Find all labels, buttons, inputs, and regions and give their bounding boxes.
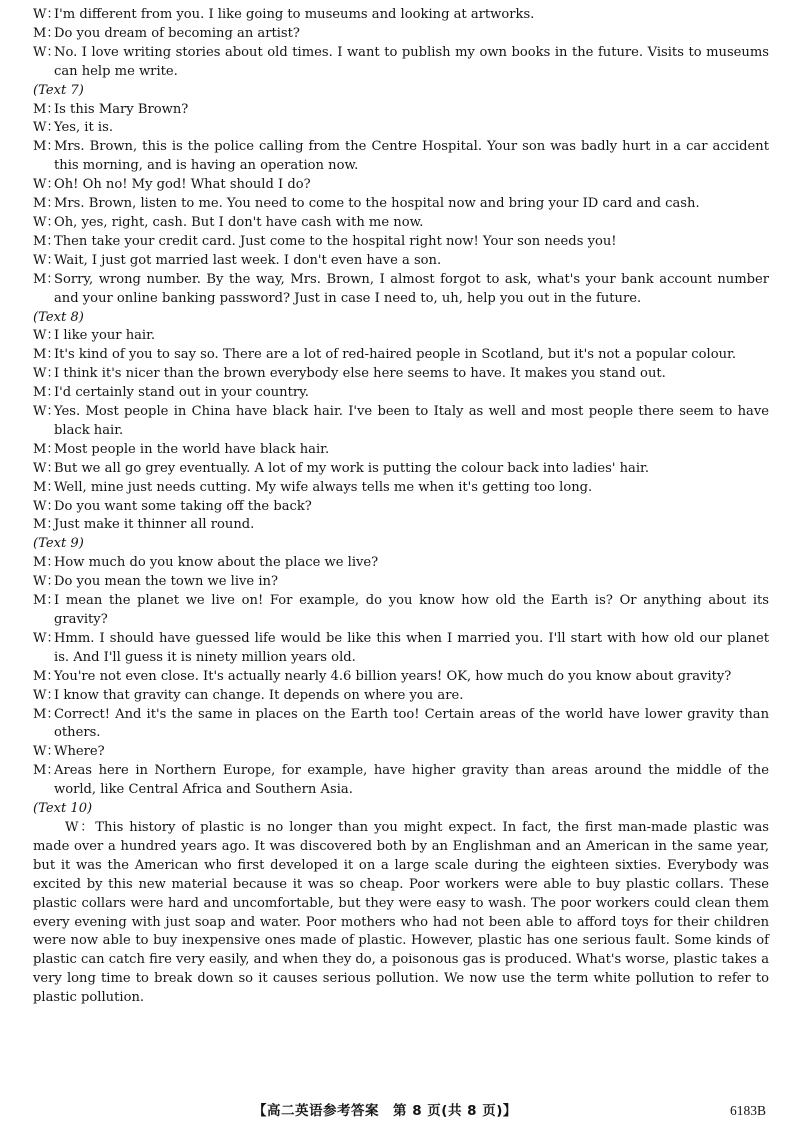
dialogue-text: Well, mine just needs cutting. My wife always tells me when it's getting too long. [54, 479, 593, 495]
dialogue-text: I'm different from you. I like going to museums and looking at artworks. [54, 7, 535, 22]
dialogue-text: How much do you know about the place we live? [54, 555, 379, 571]
dialogue-text: I think it's nicer than the brown everybody else here seems to have. It makes you stand out. [54, 366, 666, 382]
dialogue-line [33, 479, 769, 498]
dialogue-text: Do you want some taking off the back? [54, 498, 312, 514]
dialogue-text: Is this Mary Brown? [54, 101, 189, 117]
speaker-label: W： [33, 404, 60, 420]
dialogue-text: Oh, yes, right, cash. But I don't have cash with me now. [54, 214, 424, 230]
dialogue-text: Just make it thinner all round. [54, 517, 255, 533]
dialogue-line [33, 668, 769, 687]
dialogue-text: Then take your credit card. Just come to the hospital right now! Your son needs you! [54, 233, 617, 249]
dialogue-line [33, 706, 769, 744]
dialogue-line [33, 498, 769, 517]
speaker-label: M： [33, 233, 60, 249]
dialogue-line [33, 554, 769, 573]
dialogue-line [33, 441, 769, 460]
speaker-label: W： [33, 687, 60, 703]
dialogue-line [33, 630, 769, 668]
speaker-label: W： [33, 7, 60, 22]
dialogue-text: Do you dream of becoming an artist? [54, 25, 300, 41]
dialogue-line [33, 365, 769, 384]
dialogue-line [33, 195, 769, 214]
speaker-label: W： [33, 460, 60, 476]
dialogue-text: Hmm. I should have guessed life would be like this when I married you. I'll start with how old our planet is. And I'll guess it is ninety million years old. [54, 630, 769, 665]
dialogue-line [33, 6, 769, 25]
dialogue-line [33, 762, 769, 800]
speaker-label: W： [33, 630, 60, 646]
speaker-label: M： [33, 479, 60, 495]
dialogue-line [33, 138, 769, 176]
speaker-label: M： [33, 347, 60, 363]
speaker-label: W： [33, 498, 60, 514]
dialogue-line [33, 119, 769, 138]
speaker-label: M： [33, 763, 60, 779]
speaker-label: M： [33, 555, 60, 571]
dialogue-text: I'd certainly stand out in your country. [54, 385, 309, 401]
dialogue-line [33, 592, 769, 630]
dialogue-line [33, 44, 769, 82]
dialogue-text: Where? [54, 744, 105, 760]
dialogue-text: Correct! And it's the same in places on the Earth too! Certain areas of the world have lower gravity than others. [54, 706, 769, 741]
speaker-label: M： [33, 101, 60, 117]
footer-code: 6183B [729, 1103, 766, 1118]
dialogue-text: Mrs. Brown, this is the police calling from the Centre Hospital. Your son was badly hurt in a car accident this morning, and is having an operation now. [54, 139, 769, 174]
speaker-label: M： [33, 593, 60, 609]
dialogue-text: But we all go grey eventually. A lot of my work is putting the colour back into ladies' hair. [54, 460, 649, 476]
dialogue-text: I like your hair. [54, 328, 156, 344]
speaker-label: M： [33, 706, 60, 722]
dialogue-line [33, 573, 769, 592]
dialogue-line [33, 687, 769, 706]
monologue-paragraph: W：This history of plastic is no longer than you might expect. In fact, the first man-made plastic was made over a hundred years ago. It was discovered both by an Englishman and an American in the same year, but it was the American who first developed it on a large scale during the eighteen sixties. Everybody was excited by this new material because it was so cheap. Poor workers were able to buy plastic collars. These plastic collars were hard and uncomfortable, but they were easy to wash. The poor workers could clean them every evening with just soap and water. Poor mothers who had not been able to afford toys for their children were now able to buy inexpensive ones made of plastic. However, plastic has one serious fault. Some kinds of plastic can catch fire very easily, and when they do, a poisonous gas is produced. What's worse, plastic takes a very long time to break down so it causes serious pollution. We now use the term white pollution to refer to plastic pollution. [33, 819, 769, 1006]
dialogue-text: Yes. Most people in China have black hair. I've been to Italy as well and most people there seem to have black hair. [54, 404, 769, 438]
transcript-page [33, 6, 769, 1008]
dialogue-line [33, 25, 769, 44]
dialogue-line [33, 516, 769, 535]
dialogue-text: You're not even close. It's actually nearly 4.6 billion years! OK, how much do you know about gravity? [54, 668, 732, 684]
dialogue-text: Oh! Oh no! My god! What should I do? [54, 177, 311, 193]
dialogue-line [33, 460, 769, 479]
dialogue-text: Sorry, wrong number. By the way, Mrs. Brown, I almost forgot to ask, what's your bank account number and your online banking password? Just in case I need to, uh, help you out in the future. [54, 271, 769, 306]
dialogue-text: I know that gravity can change. It depends on where you are. [54, 687, 464, 703]
dialogue-line [33, 346, 769, 365]
speaker-label: W： [33, 366, 60, 382]
section-heading: (Text 8) [33, 309, 84, 325]
dialogue-text: It's kind of you to say so. There are a lot of red-haired people in Scotland, but it's not a popular colour. [54, 347, 737, 363]
speaker-label: M： [33, 441, 60, 457]
speaker-label: W： [33, 177, 60, 193]
speaker-label: W： [33, 214, 60, 230]
dialogue-line [33, 743, 769, 762]
dialogue-text: Yes, it is. [54, 120, 113, 136]
speaker-label: W： [33, 44, 60, 60]
dialogue-text: Mrs. Brown, listen to me. You need to come to the hospital now and bring your ID card and cash. [54, 196, 700, 212]
speaker-label: M： [33, 196, 60, 212]
page-footer [0, 1100, 800, 1122]
speaker-label: M： [33, 517, 60, 533]
speaker-label: M： [33, 271, 60, 287]
speaker-label: W： [33, 744, 60, 760]
dialogue-line [33, 176, 769, 195]
speaker-label: M： [33, 25, 60, 41]
dialogue-line [33, 101, 769, 120]
speaker-label: W： [33, 120, 60, 136]
section-heading: (Text 9) [33, 536, 84, 552]
dialogue-line [33, 252, 769, 271]
dialogue-text: No. I love writing stories about old times. I want to publish my own books in the future. Visits to museums can help me write. [54, 44, 769, 79]
speaker-label: W： [33, 574, 60, 590]
speaker-label: W： [33, 252, 60, 268]
dialogue-line [33, 233, 769, 252]
dialogue-text: Wait, I just got married last week. I don't even have a son. [54, 252, 442, 268]
dialogue-line [33, 327, 769, 346]
dialogue-text: Most people in the world have black hair. [54, 441, 330, 457]
dialogue-line [33, 271, 769, 309]
dialogue-line [33, 384, 769, 403]
speaker-label: M： [33, 668, 60, 684]
dialogue-line [33, 403, 769, 441]
footer-page-info: 【高二英语参考答案 第 8 页(共 8 页)】 [253, 1103, 517, 1119]
dialogue-text: Do you mean the town we live in? [54, 574, 278, 590]
section-heading: (Text 7) [33, 82, 84, 98]
speaker-label: M： [33, 385, 60, 401]
speaker-label: W： [33, 328, 60, 344]
dialogue-text: I mean the planet we live on! For example, do you know how old the Earth is? Or anything about its gravity? [54, 593, 769, 627]
dialogue-text: Areas here in Northern Europe, for example, have higher gravity than areas around the middle of the world, like Central Africa and Southern Asia. [54, 763, 769, 798]
dialogue-line [33, 214, 769, 233]
speaker-label: M： [33, 139, 60, 155]
section-heading: (Text 10) [33, 801, 93, 817]
